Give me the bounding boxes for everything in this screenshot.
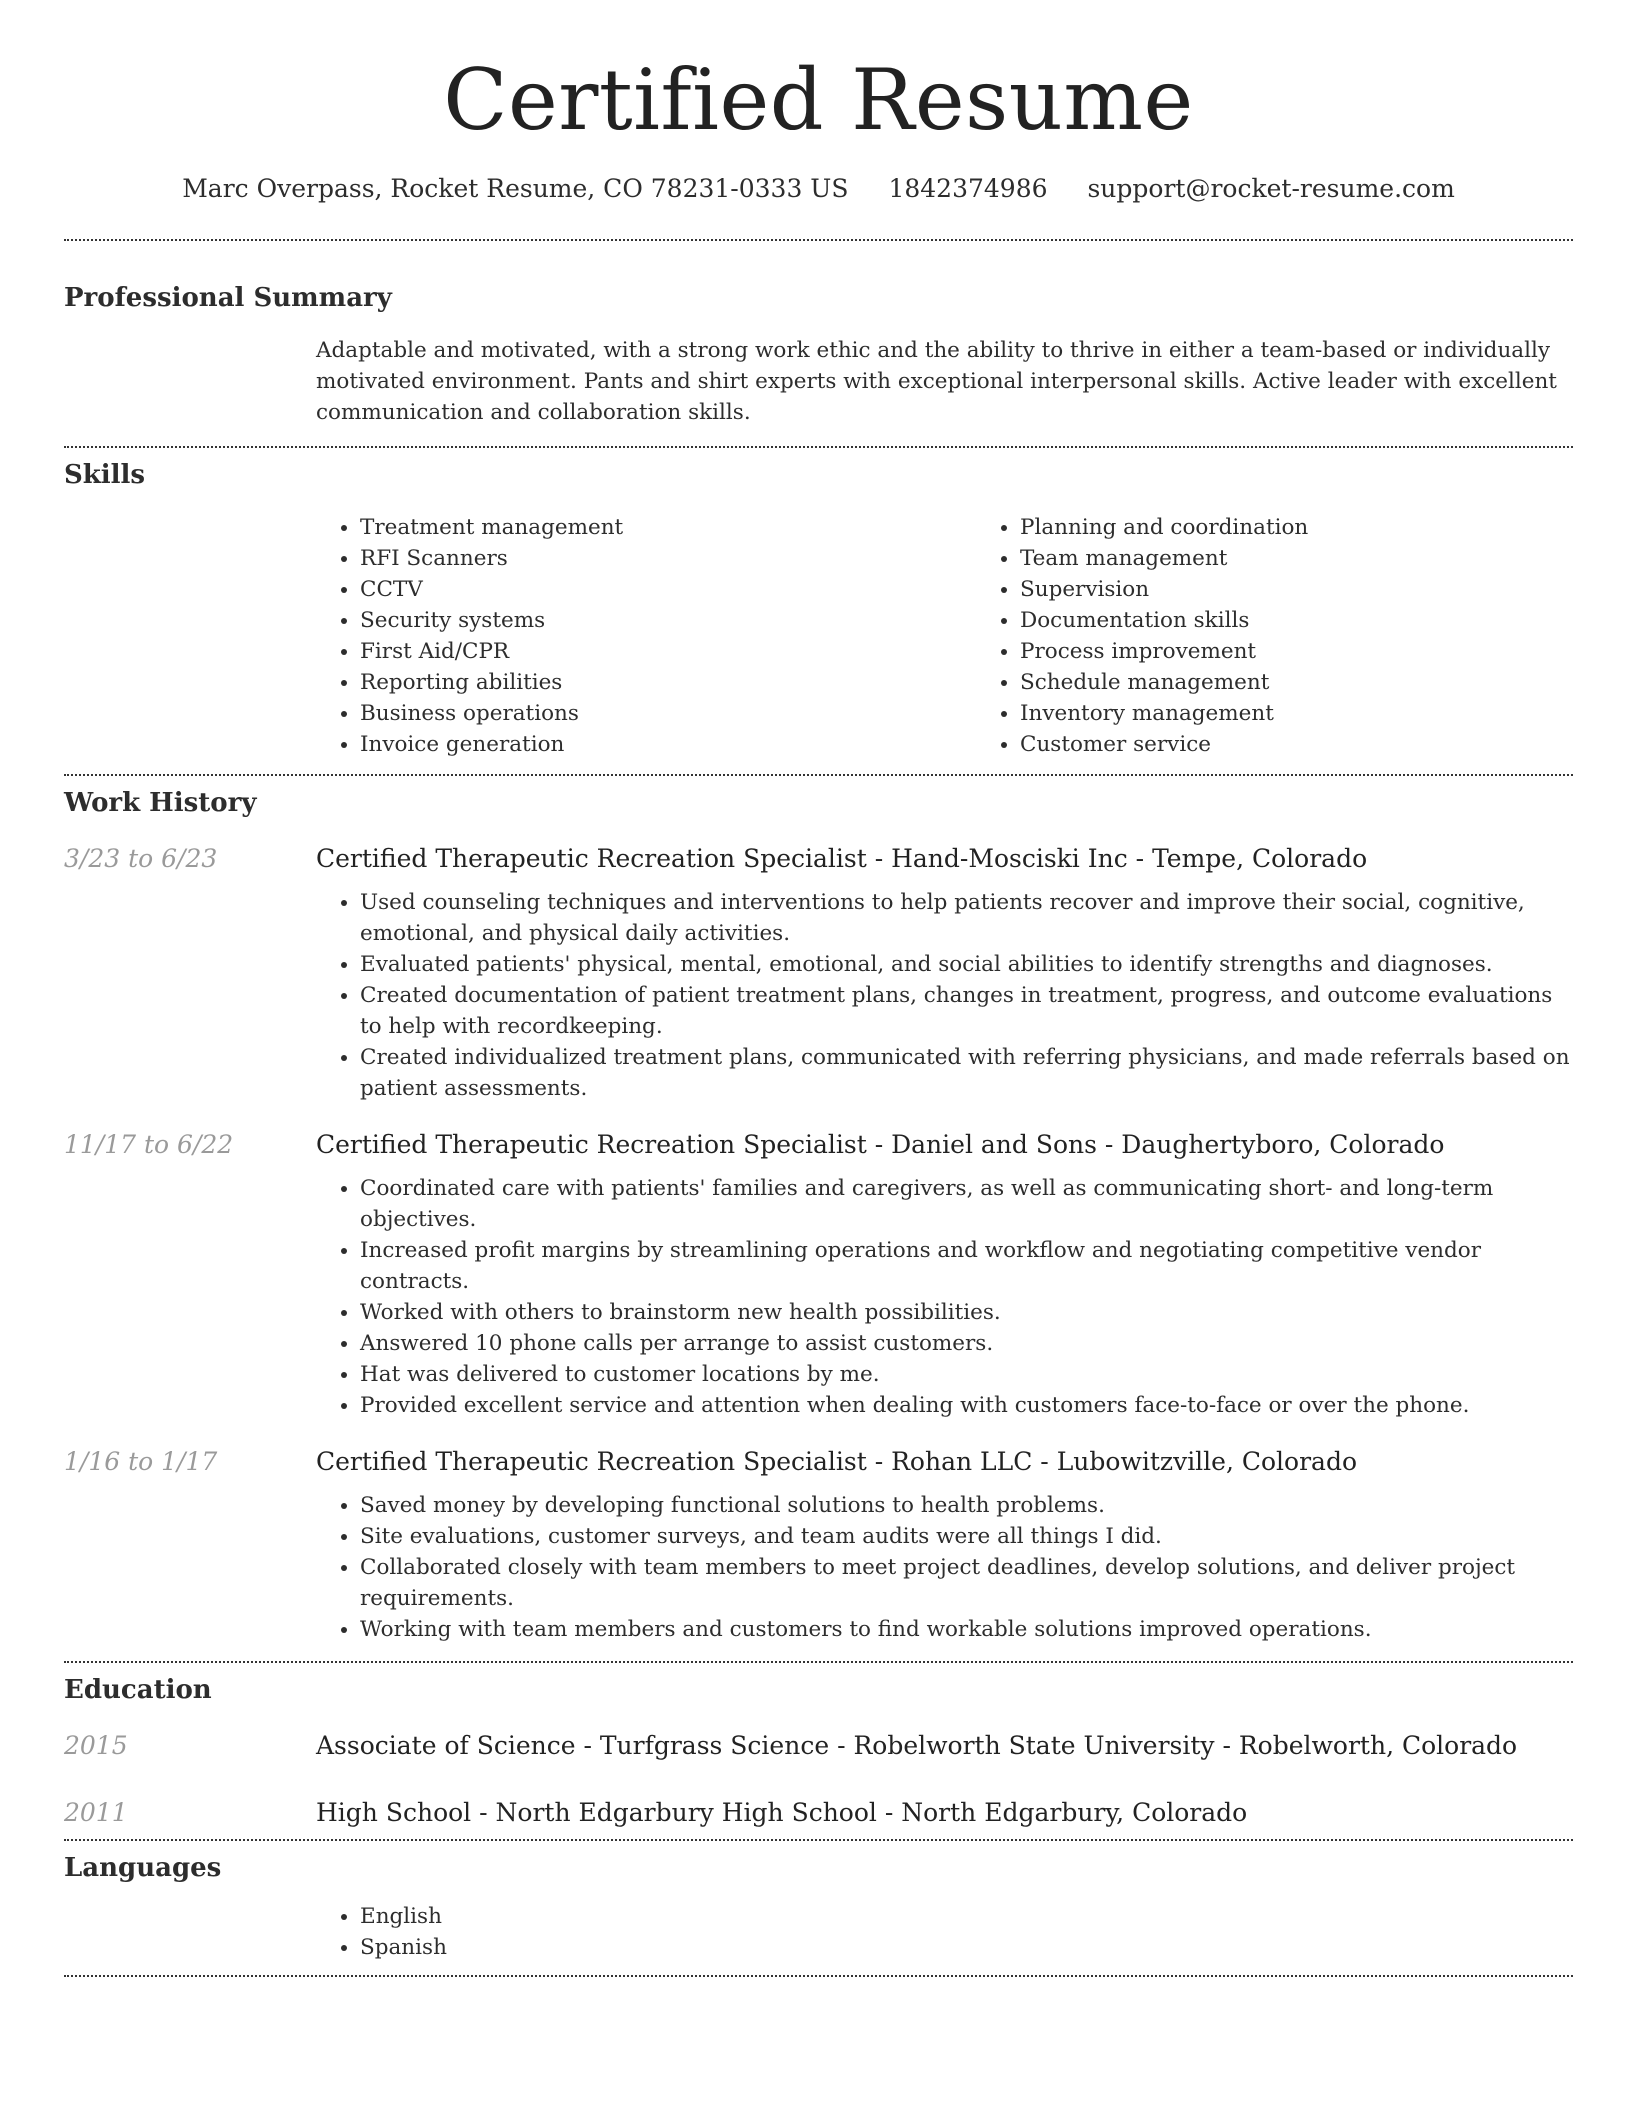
skills-lists bbox=[316, 512, 1573, 774]
language-item: • English bbox=[360, 1901, 1573, 1932]
work-section bbox=[64, 776, 1573, 1661]
job-details bbox=[316, 1173, 1573, 1421]
contact-line bbox=[64, 174, 1573, 203]
job-entry bbox=[64, 844, 1573, 1104]
job-entry bbox=[64, 1447, 1573, 1661]
skill-item: • Planning and coordination bbox=[1020, 512, 1632, 543]
job-dates: 3/23 to 6/23 bbox=[64, 844, 218, 873]
resume-page bbox=[64, 0, 1573, 1977]
job-header bbox=[64, 1130, 1573, 1159]
job-bullet: • Answered 10 phone calls per arrange to assist customers. bbox=[360, 1328, 1573, 1359]
skills-list-right bbox=[976, 512, 1632, 760]
skills-list-left bbox=[316, 512, 976, 760]
language-item: • Spanish bbox=[360, 1932, 1573, 1963]
job-bullet: • Evaluated patients' physical, mental, emotional, and social abilities to identify strengths and diagnoses. bbox=[360, 949, 1573, 980]
job-bullet: • Working with team members and customers to find workable solutions improved operations. bbox=[360, 1614, 1573, 1645]
skill-item: • Treatment management bbox=[360, 512, 976, 543]
contact-phone: 1842374986 bbox=[888, 174, 1048, 203]
job-bullet: • Saved money by developing functional solutions to health problems. bbox=[360, 1490, 1573, 1521]
job-title: Certified Therapeutic Recreation Specialist - Rohan LLC - Lubowitzville, Colorado bbox=[316, 1447, 1358, 1476]
job-details bbox=[316, 1490, 1573, 1645]
job-dates: 11/17 to 6/22 bbox=[64, 1130, 234, 1159]
job-header bbox=[64, 1447, 1573, 1476]
contact-address: Marc Overpass, Rocket Resume, CO 78231-0333 US bbox=[182, 174, 849, 203]
skill-item: • Supervision bbox=[1020, 574, 1632, 605]
job-bullet: • Worked with others to brainstorm new health possibilities. bbox=[360, 1297, 1573, 1328]
skill-item: • Customer service bbox=[1020, 729, 1632, 760]
skill-item: • Business operations bbox=[360, 698, 976, 729]
job-bullets bbox=[316, 887, 1573, 1104]
job-bullet: • Increased profit margins by streamlining operations and workflow and negotiating competitive vendor contracts. bbox=[360, 1235, 1573, 1297]
skill-item: • Invoice generation bbox=[360, 729, 976, 760]
education-text: Associate of Science - Turfgrass Science - Robelworth State University - Robelworth, Colorado bbox=[316, 1731, 1518, 1760]
skill-item: • First Aid/CPR bbox=[360, 636, 976, 667]
skill-item: • Team management bbox=[1020, 543, 1632, 574]
job-bullet: • Created individualized treatment plans, communicated with referring physicians, and made referrals based on patient assessments. bbox=[360, 1042, 1573, 1104]
skills-heading: Skills bbox=[64, 460, 146, 490]
skill-item: • RFI Scanners bbox=[360, 543, 976, 574]
job-entry bbox=[64, 1130, 1573, 1421]
skill-item: • CCTV bbox=[360, 574, 976, 605]
education-text: High School - North Edgarbury High School - North Edgarbury, Colorado bbox=[316, 1798, 1248, 1827]
job-bullets bbox=[316, 1173, 1573, 1421]
job-bullet: • Created documentation of patient treatment plans, changes in treatment, progress, and outcome evaluations to help with recordkeeping. bbox=[360, 980, 1573, 1042]
summary-section bbox=[64, 241, 1573, 446]
education-year: 2015 bbox=[64, 1731, 128, 1760]
education-entry bbox=[64, 1731, 1573, 1760]
education-heading: Education bbox=[64, 1675, 212, 1705]
contact-email: support@rocket-resume.com bbox=[1087, 174, 1455, 203]
job-bullet: • Used counseling techniques and interventions to help patients recover and improve their social, cognitive, emotional, and physical daily activities. bbox=[360, 887, 1573, 949]
education-entry bbox=[64, 1798, 1573, 1839]
summary-heading: Professional Summary bbox=[64, 283, 392, 313]
languages-list bbox=[316, 1901, 1573, 1963]
divider bbox=[64, 1975, 1573, 1977]
languages-list-wrap bbox=[316, 1901, 1573, 1975]
summary-text: Adaptable and motivated, with a strong work ethic and the ability to thrive in either a team-based or individually motivated environment. Pants and shirt experts with exceptional interpersonal skills. Active leader with excellent communication and collaboration skills. bbox=[316, 338, 1557, 425]
job-bullets bbox=[316, 1490, 1573, 1645]
job-bullet: • Provided excellent service and attention when dealing with customers face-to-face or over the phone. bbox=[360, 1390, 1573, 1421]
education-section bbox=[64, 1663, 1573, 1839]
skill-item: • Schedule management bbox=[1020, 667, 1632, 698]
skill-item: • Process improvement bbox=[1020, 636, 1632, 667]
languages-heading: Languages bbox=[64, 1853, 222, 1883]
job-bullet: • Coordinated care with patients' families and caregivers, as well as communicating short- and long-term objectives. bbox=[360, 1173, 1573, 1235]
skills-section bbox=[64, 448, 1573, 774]
job-bullet: • Collaborated closely with team members to meet project deadlines, develop solutions, and deliver project requirements. bbox=[360, 1552, 1573, 1614]
job-title: Certified Therapeutic Recreation Specialist - Hand-Mosciski Inc - Tempe, Colorado bbox=[316, 844, 1368, 873]
job-header bbox=[64, 844, 1573, 873]
job-bullet: • Hat was delivered to customer locations by me. bbox=[360, 1359, 1573, 1390]
resume-title: Certified Resume bbox=[443, 51, 1194, 149]
skill-item: • Documentation skills bbox=[1020, 605, 1632, 636]
job-title: Certified Therapeutic Recreation Specialist - Daniel and Sons - Daughertyboro, Colorado bbox=[316, 1130, 1445, 1159]
skill-item: • Inventory management bbox=[1020, 698, 1632, 729]
job-details bbox=[316, 887, 1573, 1104]
job-dates: 1/16 to 1/17 bbox=[64, 1447, 218, 1476]
education-year: 2011 bbox=[64, 1798, 128, 1827]
skill-item: • Reporting abilities bbox=[360, 667, 976, 698]
skill-item: • Security systems bbox=[360, 605, 976, 636]
languages-section bbox=[64, 1841, 1573, 1975]
work-heading: Work History bbox=[64, 788, 257, 818]
job-bullet: • Site evaluations, customer surveys, and team audits were all things I did. bbox=[360, 1521, 1573, 1552]
